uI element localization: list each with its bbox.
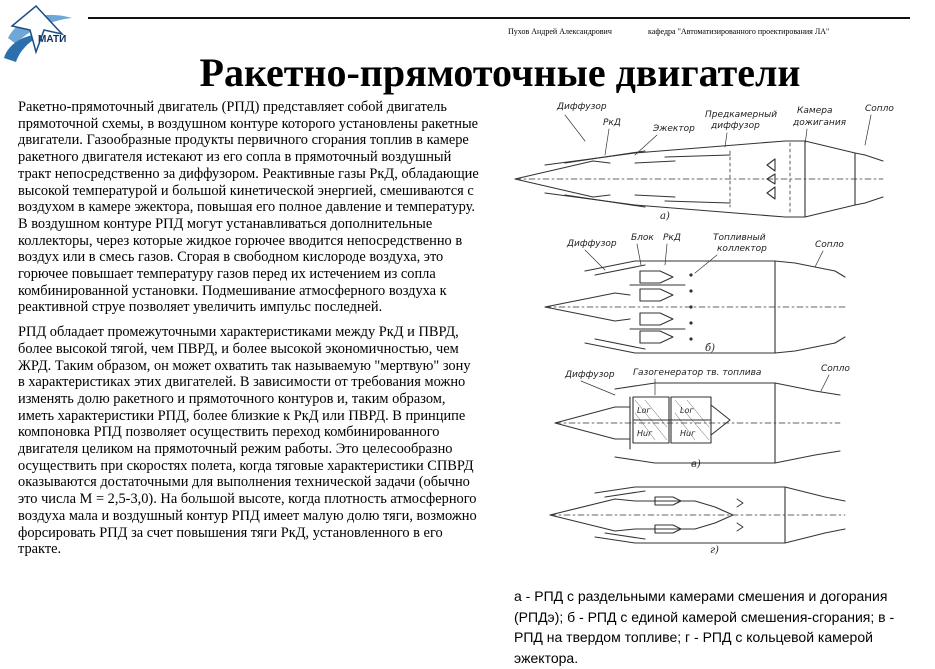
sublabel-b: б) [705, 343, 716, 354]
label-c-log-1: Lог [637, 406, 651, 415]
paragraph-2: РПД обладает промежуточными характеристиками между РкД и ПВРД, более высокой тягой, чем ПВРД, и более высокой экономичностью, чем ЖРД. Таким образом, он может охватить так называемую "мертвую" зону в характеристиках этих двигателей. В зависимости от требования можно изменять долю ракетного и прямоточного контуров и, таким образом, иметь характеристики РПД, более близкие к РкД или ПВРД. В принципе компоновка РПД позволяет осуществить переход комбинированного двигателя целиком на прямоточный режим работы. Это целесообразно осуществить при скоростях полета, когда тяговые характеристики СПВРД оказываются достаточными для выполнения технической задачи (обычно это числа М = 2,5-3,0). На большой высоте, когда плотность атмосферного воздуха мала и воздушный контур РПД имеет малую долю тяги, возможно форсировать РПД за счет повышения тяги РкД, установленного в его тракте. [18, 324, 477, 558]
figure-caption: а - РПД с раздельными камерами смешения и догорания (РПДэ); б - РПД с единой камерой смешения-сгорания; в - РПД на твердом топливе; г - РПД с кольцевой камерой эжектора. [514, 588, 895, 666]
label-a-chamber-1: Камера [797, 106, 833, 116]
label-a-rkd: РкД [603, 118, 621, 128]
label-a-ejector: Эжектор [653, 124, 695, 134]
sublabel-a: а) [660, 211, 670, 222]
department-name: кафедра "Автоматизированного проектирования ЛА" [648, 27, 830, 36]
label-a-precham-1: Предкамерный [705, 110, 778, 120]
label-c-gasgen: Газогенератор тв. топлива [633, 368, 762, 378]
label-a-precham-2: диффузор [711, 121, 760, 131]
body-text [18, 99, 480, 566]
sublabel-c: в) [691, 459, 701, 470]
label-c-hug-2: Нuг [680, 429, 696, 438]
diagram-d [550, 487, 845, 556]
diagram-b [545, 233, 845, 354]
diagram-c [555, 364, 850, 470]
label-c-diffuser: Диффузор [565, 370, 615, 380]
logo-text: МАТИ [38, 34, 67, 45]
engine-diagrams [505, 95, 915, 575]
diagram-a [515, 102, 894, 222]
label-c-hug-1: Нuг [637, 429, 653, 438]
label-b-block: Блок [631, 233, 654, 243]
label-c-log-2: Lог [680, 406, 694, 415]
sublabel-d: г) [710, 545, 719, 556]
author-name: Пухов Андрей Александрович [508, 27, 612, 36]
label-a-nozzle: Сопло [865, 104, 894, 114]
paragraph-1: Ракетно-прямоточный двигатель (РПД) представляет собой двигатель прямоточной схемы, в воздушном контуре которого установлены ракетные двигатели. Газообразные продукты первичного сгорания топлив в камере ракетного двигателя истекают из его сопла в прямоточный воздушный тракт непосредственно за диффузором. Реактивные газы РкД, обладающие высокой температурой и большой кинетической энергией, смешиваются с воздухом в камере эжектора, повышая его полное давление и температуру. В воздушном контуре РПД могут устанавливаться дополнительные коллекторы, через которые жидкое горючее вводится непосредственно в воздух или в смесь газов. Сгорая в свободном кислороде воздуха, это горючее повышает температуру газов перед их истечением из сопла комбинированной установки. Подмешивание атмосферного воздуха к реактивной струе позволяет увеличить импульс последней. [18, 99, 479, 316]
label-a-diffuser: Диффузор [557, 102, 607, 112]
header-rule [88, 17, 910, 19]
page-title: Ракетно-прямоточные двигатели [199, 50, 801, 95]
label-b-nozzle: Сопло [815, 240, 844, 250]
label-b-rkd: РкД [663, 233, 681, 243]
label-b-collector-2: коллектор [717, 244, 767, 254]
label-b-diffuser: Диффузор [567, 239, 617, 249]
label-a-chamber-2: дожигания [793, 118, 847, 128]
mati-logo [0, 0, 80, 64]
label-c-nozzle: Сопло [821, 364, 850, 374]
label-b-collector-1: Топливный [713, 233, 766, 243]
